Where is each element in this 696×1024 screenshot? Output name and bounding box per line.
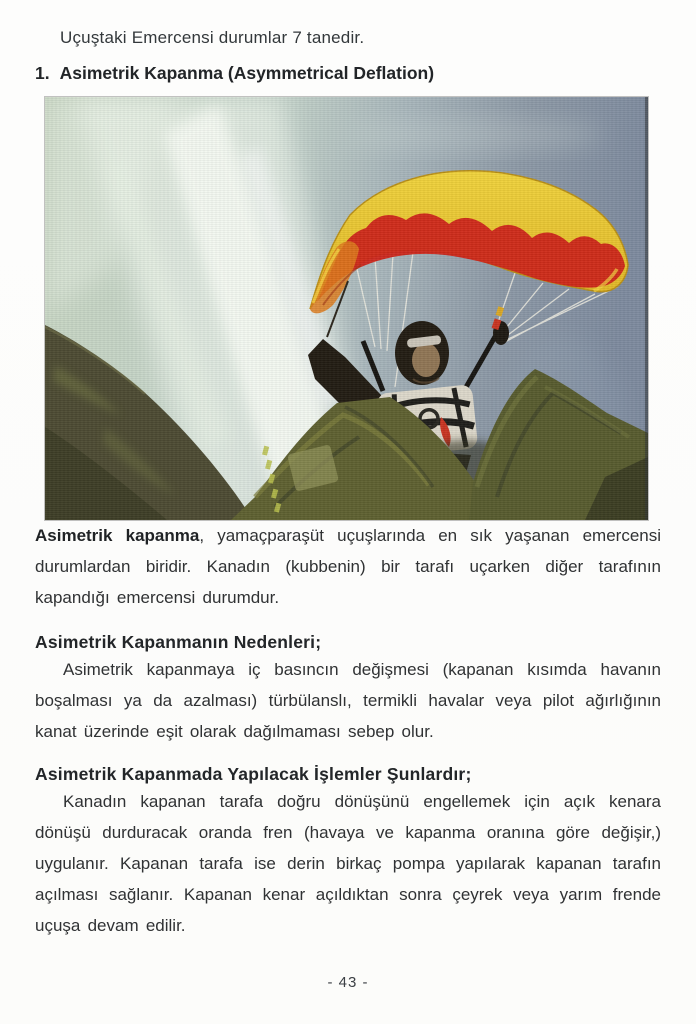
pilot-face bbox=[412, 343, 440, 377]
paragraph-causes: Asimetrik kapanmaya iç basıncın değişmesi (kapanan kısımda havanın boşalması ya da azalması) türbülanslı, termikli havalar veya pilot ağırlığının kanat üzerinde eşit olarak dağılmaması sebep olur. bbox=[35, 660, 661, 741]
paragraph-lead-bold: Asimetrik kapanma bbox=[35, 526, 200, 545]
paragliding-photo-illustration bbox=[45, 97, 648, 520]
paragraph-actions: Kanadın kapanan tarafa doğru dönüşünü engellemek için açık kenara dönüşü durduracak oranda fren (havaya ve kapanma oranına göre değişir,) uygulanır. Kapanan tarafa ise derin birkaç pompa yapılarak kapanan tarafın açılması sağlanır. Kapanan kenar açıldıktan sonra çeyrek veya yarım frende uçuşa devam edilir. bbox=[35, 792, 661, 935]
section-heading bbox=[35, 62, 661, 84]
paragliding-photo bbox=[45, 97, 648, 520]
paragraph-definition-text: , yamaçparaşüt uçuşlarında en sık yaşanan emercensi durumlardan biridir. Kanadın (kubbenin) bir tarafı uçarken diğer tarafının kapandığı emercensi durumdur. bbox=[35, 526, 662, 607]
heading-actions: Asimetrik Kapanmada Yapılacak İşlemler Şunlardır; bbox=[35, 764, 472, 784]
heading-causes: Asimetrik Kapanmanın Nedenleri; bbox=[35, 632, 322, 652]
section-title: Asimetrik Kapanma (Asymmetrical Deflation) bbox=[59, 63, 435, 83]
page-number: - 43 - bbox=[327, 974, 369, 991]
section-number: 1. bbox=[35, 63, 50, 83]
intro-sentence: Uçuştaki Emercensi durumlar 7 tanedir. bbox=[60, 28, 365, 47]
paragraph-definition bbox=[35, 520, 661, 613]
